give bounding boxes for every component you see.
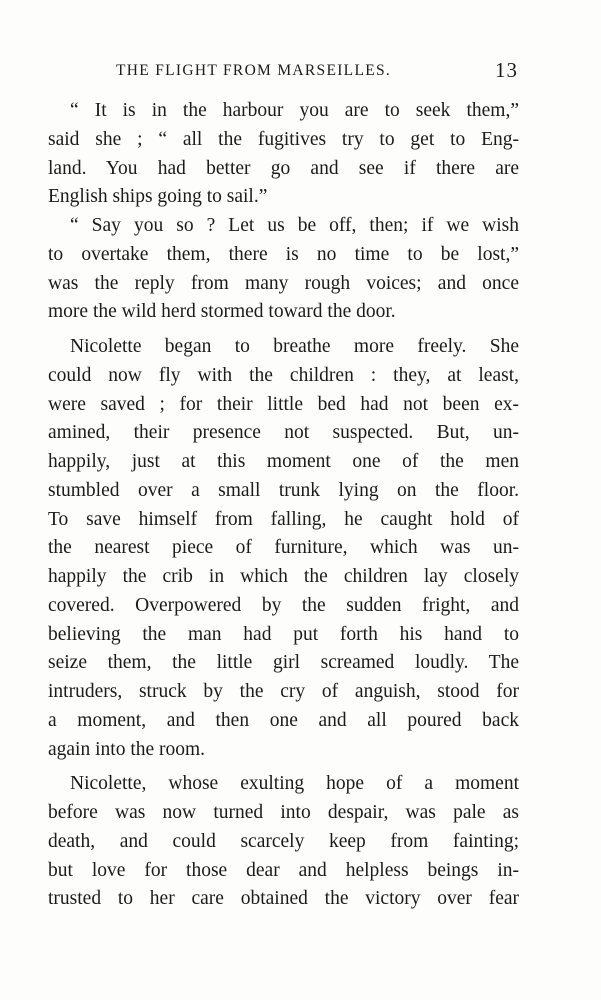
text-line: believing the man had put forth his hand to	[48, 623, 519, 645]
text-line: was the reply from many rough voices; and once	[48, 272, 519, 294]
text-line: land. You had better go and see if there are	[48, 157, 519, 179]
text-line: English ships going to sail.”	[48, 186, 268, 208]
text-line: Nicolette began to breathe more freely. She	[70, 336, 519, 357]
text-line: happily the crib in which the children lay closely	[48, 566, 519, 587]
text-line: were saved ; for their little bed had not been ex-	[48, 393, 519, 415]
text-line: but love for those dear and helpless beings in-	[48, 859, 519, 881]
text-line: “ Say you so ? Let us be off, then; if we wish	[70, 215, 519, 236]
text-line: said she ; “ all the fugitives try to get to Eng-	[48, 128, 519, 150]
text-line: To save himself from falling, he caught hold of	[48, 508, 519, 530]
text-line: more the wild herd stormed toward the door.	[48, 301, 396, 323]
text-line: a moment, and then one and all poured back	[48, 709, 519, 731]
text-line: trusted to her care obtained the victory over fear	[48, 888, 519, 910]
text-line: stumbled over a small trunk lying on the floor.	[48, 479, 519, 501]
text-line: covered. Overpowered by the sudden fright, and	[48, 594, 519, 616]
text-line: seize them, the little girl screamed loudly. The	[48, 652, 519, 674]
text-line: amined, their presence not suspected. But, un-	[48, 422, 519, 444]
text-line: to overtake them, there is no time to be lost,”	[48, 243, 519, 265]
text-line: intruders, struck by the cry of anguish, stood for	[48, 681, 519, 702]
text-line: Nicolette, whose exulting hope of a moment	[70, 773, 519, 795]
running-title: THE FLIGHT FROM MARSEILLES.	[116, 62, 392, 79]
text-line: “ It is in the harbour you are to seek them,”	[70, 100, 519, 121]
text-line: again into the room.	[48, 738, 206, 760]
text-line: before was now turned into despair, was pale as	[48, 802, 519, 823]
page-number: 13	[495, 58, 518, 82]
text-line: death, and could scarcely keep from fainting;	[48, 830, 519, 852]
running-header	[48, 58, 518, 86]
text-line: the nearest piece of furniture, which was un-	[48, 537, 519, 559]
text-line: happily, just at this moment one of the men	[48, 451, 519, 472]
body-text	[48, 97, 519, 914]
text-line: could now fly with the children : they, at least,	[48, 364, 519, 386]
